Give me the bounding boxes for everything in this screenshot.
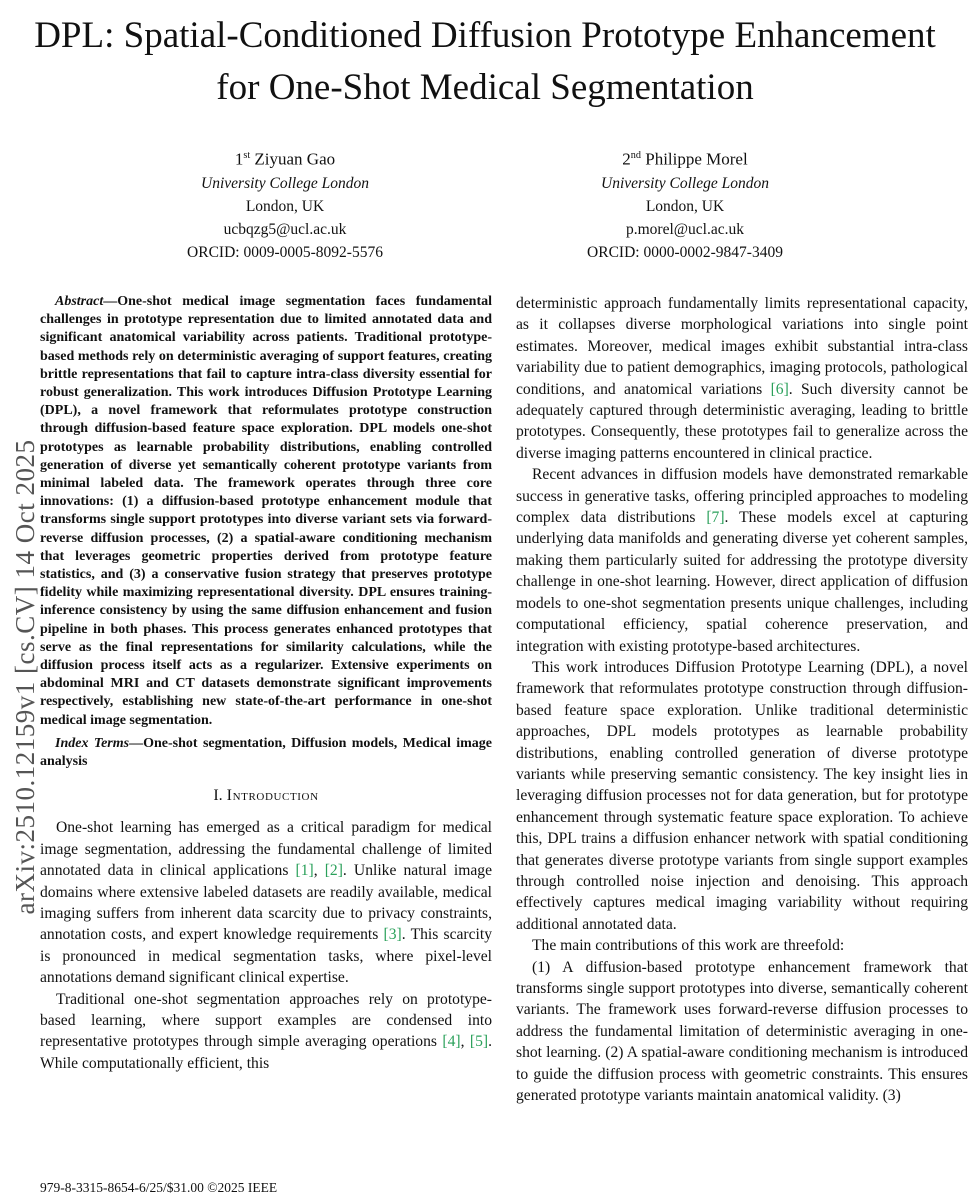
author-2-affiliation: University College London bbox=[601, 175, 769, 193]
author-1-fullname: Ziyuan Gao bbox=[254, 149, 336, 169]
paragraph: (1) A diffusion-based prototype enhancement framework that transforms single support prototypes into diverse, semantically coherent variants. The framework uses forward-reverse diffusion processes to address the fundamental limitation of deterministic averaging in one-shot learning. (2) A spatial-aware conditioning mechanism is introduced to guide the diffusion process with geometric constraints. This ensures generated prototype variants maintain anatomical validity. (3) bbox=[516, 958, 968, 1105]
index-terms-lead: Index Terms bbox=[55, 735, 130, 751]
arxiv-watermark: arXiv:2510.12159v1 [cs.CV] 14 Oct 2025 bbox=[10, 439, 40, 915]
section-heading-introduction bbox=[40, 787, 492, 805]
author-2-name bbox=[485, 144, 885, 171]
paragraph bbox=[516, 464, 968, 657]
author-1 bbox=[85, 144, 485, 265]
author-1-orcid: ORCID: 0009-0005-8092-5576 bbox=[187, 244, 383, 262]
index-terms bbox=[40, 735, 492, 771]
paragraph bbox=[40, 817, 492, 988]
author-2-order: 2 bbox=[622, 149, 631, 169]
citation-link[interactable]: [2] bbox=[324, 862, 343, 880]
author-2 bbox=[485, 144, 885, 265]
author-1-order: 1 bbox=[234, 149, 244, 169]
index-terms-text: —One-shot segmentation, Diffusion models, Medical image analysis bbox=[40, 735, 493, 770]
citation-link[interactable]: [5] bbox=[469, 1033, 489, 1051]
author-1-city: London, UK bbox=[245, 198, 325, 216]
citation-link[interactable]: [1] bbox=[295, 862, 314, 880]
abstract bbox=[40, 293, 492, 730]
abstract-lead: Abstract bbox=[55, 294, 104, 309]
text-run: . This scarcity is pronounced in medical segmentation tasks, where pixel-level annotations demand significant clinical expertise. bbox=[40, 926, 493, 987]
paragraph: This work introduces Diffusion Prototype Learning (DPL), a novel framework that reformulates prototype construction through diffusion-based feature space exploration. Unlike traditional deterministic approaches, DPL models prototypes as learnable probability distributions, enabling controlled generation of diverse prototype variants while preserving semantic consistency. The key insight lies in leveraging diffusion processes not for data generation, but for prototype enhancement through systematic feature space exploration. To achieve this, DPL trains a diffusion enhancer network with spatial conditioning that generates diverse prototype variants from single support examples through controlled noise injection and denoising. This approach effectively captures medical imaging variability without requiring additional annotated data. bbox=[516, 658, 968, 933]
text-run: . Unlike natural image domains where extensive labeled datasets are readily available, medical imaging suffers from inherent data scarcity due to privacy constraints, annotation costs, and expert knowledge requirements bbox=[40, 862, 492, 944]
text-run: . Such diversity cannot be adequately captured through deterministic averaging, leading to brittle prototypes. Consequently, these prototypes fail to generalize across the diverse imaging patterns encountered in clinical practice. bbox=[516, 380, 968, 462]
abstract-text: —One-shot medical image segmentation faces fundamental challenges in prototype representation due to limited annotated data and significant anatomical variability across patients. Traditional prototype-based methods rely on deterministic averaging of support features, creating brittle representations that fail to capture intra-class diversity essential for robust generalization. This work introduces Diffusion Prototype Learning (DPL), a novel framework that reformulates prototype construction through diffusion-based feature space exploration. DPL models one-shot prototypes as learnable probability distributions, enabling controlled generation of diverse yet semantically coherent prototype variants from minimal labeled data. The framework operates through three core innovations: (1) a diffusion-based prototype enhancement module that transforms single support prototypes into diverse variant sets via forward-reverse diffusion processes, (2) a spatial-aware conditioning mechanism that leverages geometric properties derived from prototype feature statistics, and (3) a conservative fusion strategy that preserves prototype fidelity while maximizing representational diversity. DPL ensures training-inference consistency by using the same diffusion enhancement and fusion pipeline in both phases. This process generates enhanced prototypes that serve as the final representations for similarity calculations, while the diffusion process itself acts as a regularizer. Extensive experiments on abdominal MRI and CT datasets demonstrate significant improvements respectively, establishing new state-of-the-art performance in one-shot medical image segmentation. bbox=[40, 294, 492, 728]
author-2-email: p.morel@ucl.ac.uk bbox=[626, 221, 744, 239]
paragraph: The main contributions of this work are threefold: bbox=[532, 937, 845, 955]
text-run: . While computationally efficient, this bbox=[40, 1033, 492, 1072]
left-column bbox=[40, 293, 492, 1074]
author-2-orcid: ORCID: 0000-0002-9847-3409 bbox=[587, 244, 783, 262]
section-number: I. bbox=[213, 787, 223, 805]
paragraph bbox=[40, 989, 492, 1075]
text-run: . These models excel at capturing underlying data manifolds and generating diverse yet coherent samples, making them particularly suited for addressing the prototype diversity challenge in one-shot learning. However, direct application of diffusion models to one-shot segmentation presents unique challenges, including computational efficiency, spatial coherence preservation, and integration with existing prototype-based architectures. bbox=[516, 509, 968, 655]
text-run: deterministic approach fundamentally limits representational capacity, as it collapses diverse morphological variations into single point estimates. Moreover, medical images exhibit substantial intra-class variability due to patient demographics, imaging protocols, pathological conditions, and anatomical variations bbox=[516, 295, 968, 398]
citation-link[interactable]: [4] bbox=[442, 1033, 461, 1051]
paragraph bbox=[516, 293, 968, 464]
author-1-email: ucbqzg5@ucl.ac.uk bbox=[223, 221, 347, 239]
citation-link[interactable]: [7] bbox=[706, 509, 725, 527]
text-run: , bbox=[460, 1033, 470, 1051]
citation-link[interactable]: [6] bbox=[770, 380, 789, 398]
copyright-notice: 979-8-3315-8654-6/25/$31.00 ©2025 IEEE bbox=[40, 1180, 278, 1195]
citation-link[interactable]: [3] bbox=[383, 926, 402, 944]
right-column bbox=[516, 293, 968, 1106]
author-1-order-suffix: st bbox=[243, 149, 251, 161]
text-run: , bbox=[313, 862, 325, 880]
author-1-affiliation: University College London bbox=[201, 175, 369, 193]
author-1-name bbox=[85, 144, 485, 171]
text-run: Recent advances in diffusion models have demonstrated remarkable success in generative tasks, offering principled approaches to modeling complex data distributions bbox=[516, 466, 968, 527]
paper-title: DPL: Spatial-Conditioned Diffusion Prototype Enhancement for One-Shot Medical Segmentation bbox=[34, 15, 936, 108]
author-2-city: London, UK bbox=[645, 198, 725, 216]
section-title: Introduction bbox=[226, 787, 319, 805]
author-2-fullname: Philippe Morel bbox=[645, 149, 748, 169]
author-2-order-suffix: nd bbox=[630, 149, 641, 161]
author-block bbox=[0, 144, 970, 265]
text-run: One-shot learning has emerged as a critical paradigm for medical image segmentation, addressing the fundamental challenge of limited annotated data in clinical applications bbox=[40, 819, 492, 880]
text-run: Traditional one-shot segmentation approaches rely on prototype-based learning, where support examples are condensed into representative prototypes through simple averaging operations bbox=[40, 990, 492, 1051]
